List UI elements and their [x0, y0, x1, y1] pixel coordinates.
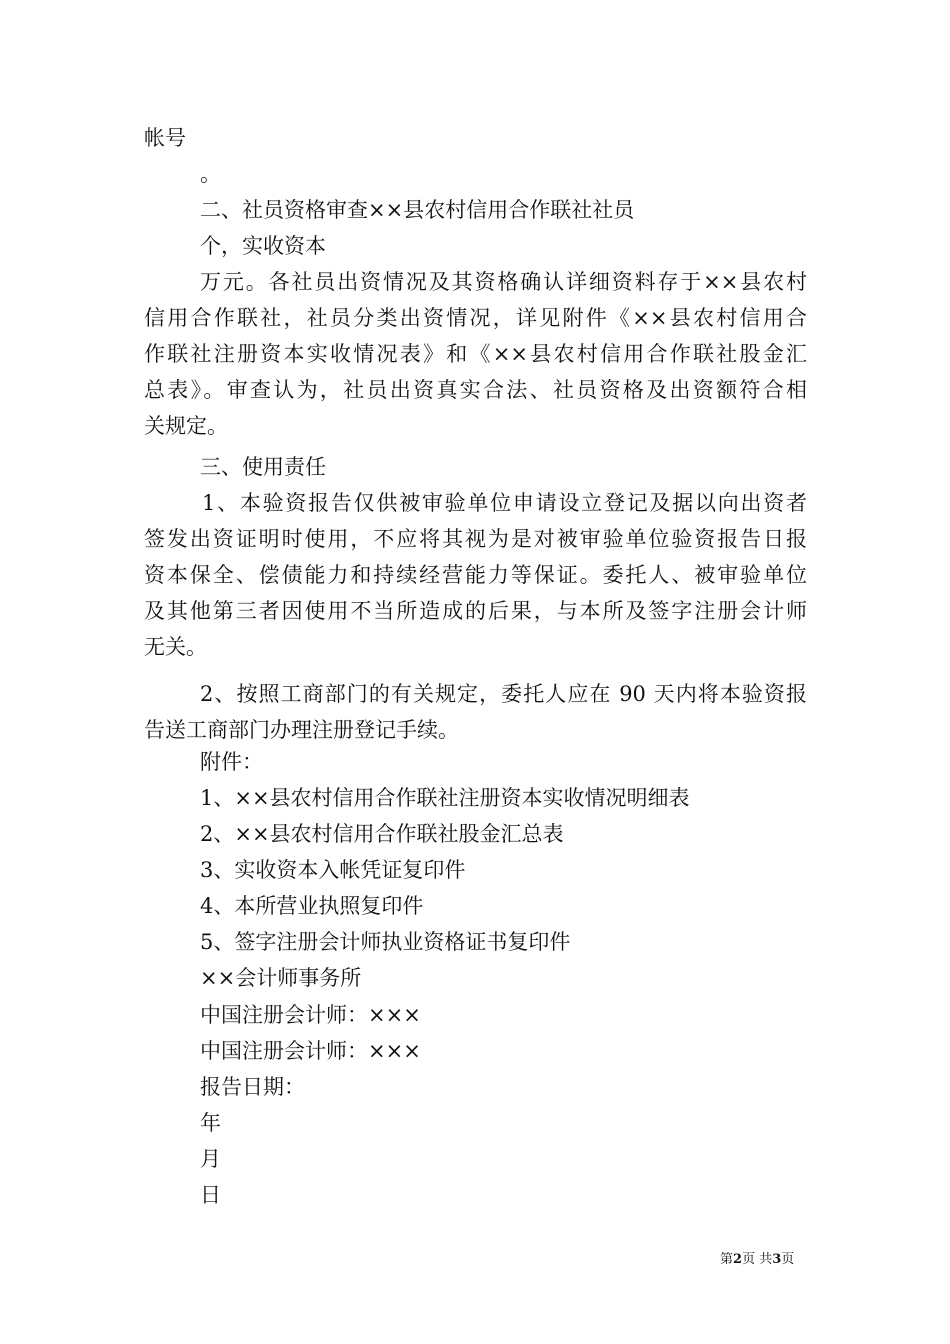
attachments-label: 附件： [200, 750, 263, 774]
paragraph-line: 1、本验资报告仅供被审验单位申请设立登记及据以向出资者 [202, 491, 807, 515]
paragraph-line: 资本保全、偿债能力和持续经营能力等保证。委托人、被审验单位 [144, 563, 807, 587]
attachment-item: 5、签字注册会计师执业资格证书复印件 [200, 930, 571, 954]
current-page-number: 2 [733, 1252, 743, 1267]
total-page-number: 3 [772, 1252, 782, 1267]
section2-line2: 个，实收资本 [200, 234, 326, 258]
paragraph-line: 2、按照工商部门的有关规定，委托人应在 90 天内将本验资报 [200, 682, 807, 706]
firm-name: ××会计师事务所 [200, 966, 362, 990]
paragraph-line: 万元。各社员出资情况及其资格确认详细资料存于××县农村 [200, 270, 807, 294]
report-date-label: 报告日期： [200, 1075, 305, 1099]
footer-suffix: 页 [781, 1252, 795, 1267]
attachment-item: 1、××县农村信用合作联社注册资本实收情况明细表 [200, 786, 690, 810]
section2-title: 二、社员资格审查××县农村信用合作联社社员 [200, 198, 635, 222]
paragraph-line: 无关。 [144, 635, 207, 659]
paragraph-line: 关规定。 [144, 414, 228, 438]
attachment-item: 3、实收资本入帐凭证复印件 [200, 858, 466, 882]
section3-item2 [144, 676, 807, 748]
attachment-item: 4、本所营业执照复印件 [200, 894, 424, 918]
attachment-item: 2、××县农村信用合作联社股金汇总表 [200, 822, 564, 846]
paragraph-line: 总表》。审查认为，社员出资真实合法、社员资格及出资额符合相 [144, 378, 807, 402]
paragraph-line: 作联社注册资本实收情况表》和《××县农村信用合作联社股金汇 [144, 342, 807, 366]
paragraph-line: 签发出资证明时使用，不应将其视为是对被审验单位验资报告日报 [144, 527, 807, 551]
year-label: 年 [200, 1111, 221, 1135]
footer-middle: 页 共 [742, 1252, 773, 1267]
section2-paragraph [144, 264, 807, 444]
month-label: 月 [200, 1147, 221, 1171]
paragraph-line: 及其他第三者因使用不当所造成的后果，与本所及签字注册会计师 [144, 599, 807, 623]
day-label: 日 [200, 1183, 221, 1207]
period-mark: 。 [200, 162, 221, 186]
section3-item1 [144, 485, 807, 665]
cpa-signature-2: 中国注册会计师：××× [200, 1039, 421, 1063]
page-footer [720, 1252, 794, 1268]
paragraph-line: 信用合作联社，社员分类出资情况，详见附件《××县农村信用合 [144, 306, 807, 330]
cpa-signature-1: 中国注册会计师：××× [200, 1003, 421, 1027]
account-label: 帐号 [144, 126, 186, 150]
paragraph-line: 告送工商部门办理注册登记手续。 [144, 718, 459, 742]
section3-title: 三、使用责任 [200, 455, 326, 479]
footer-prefix: 第 [720, 1252, 734, 1267]
